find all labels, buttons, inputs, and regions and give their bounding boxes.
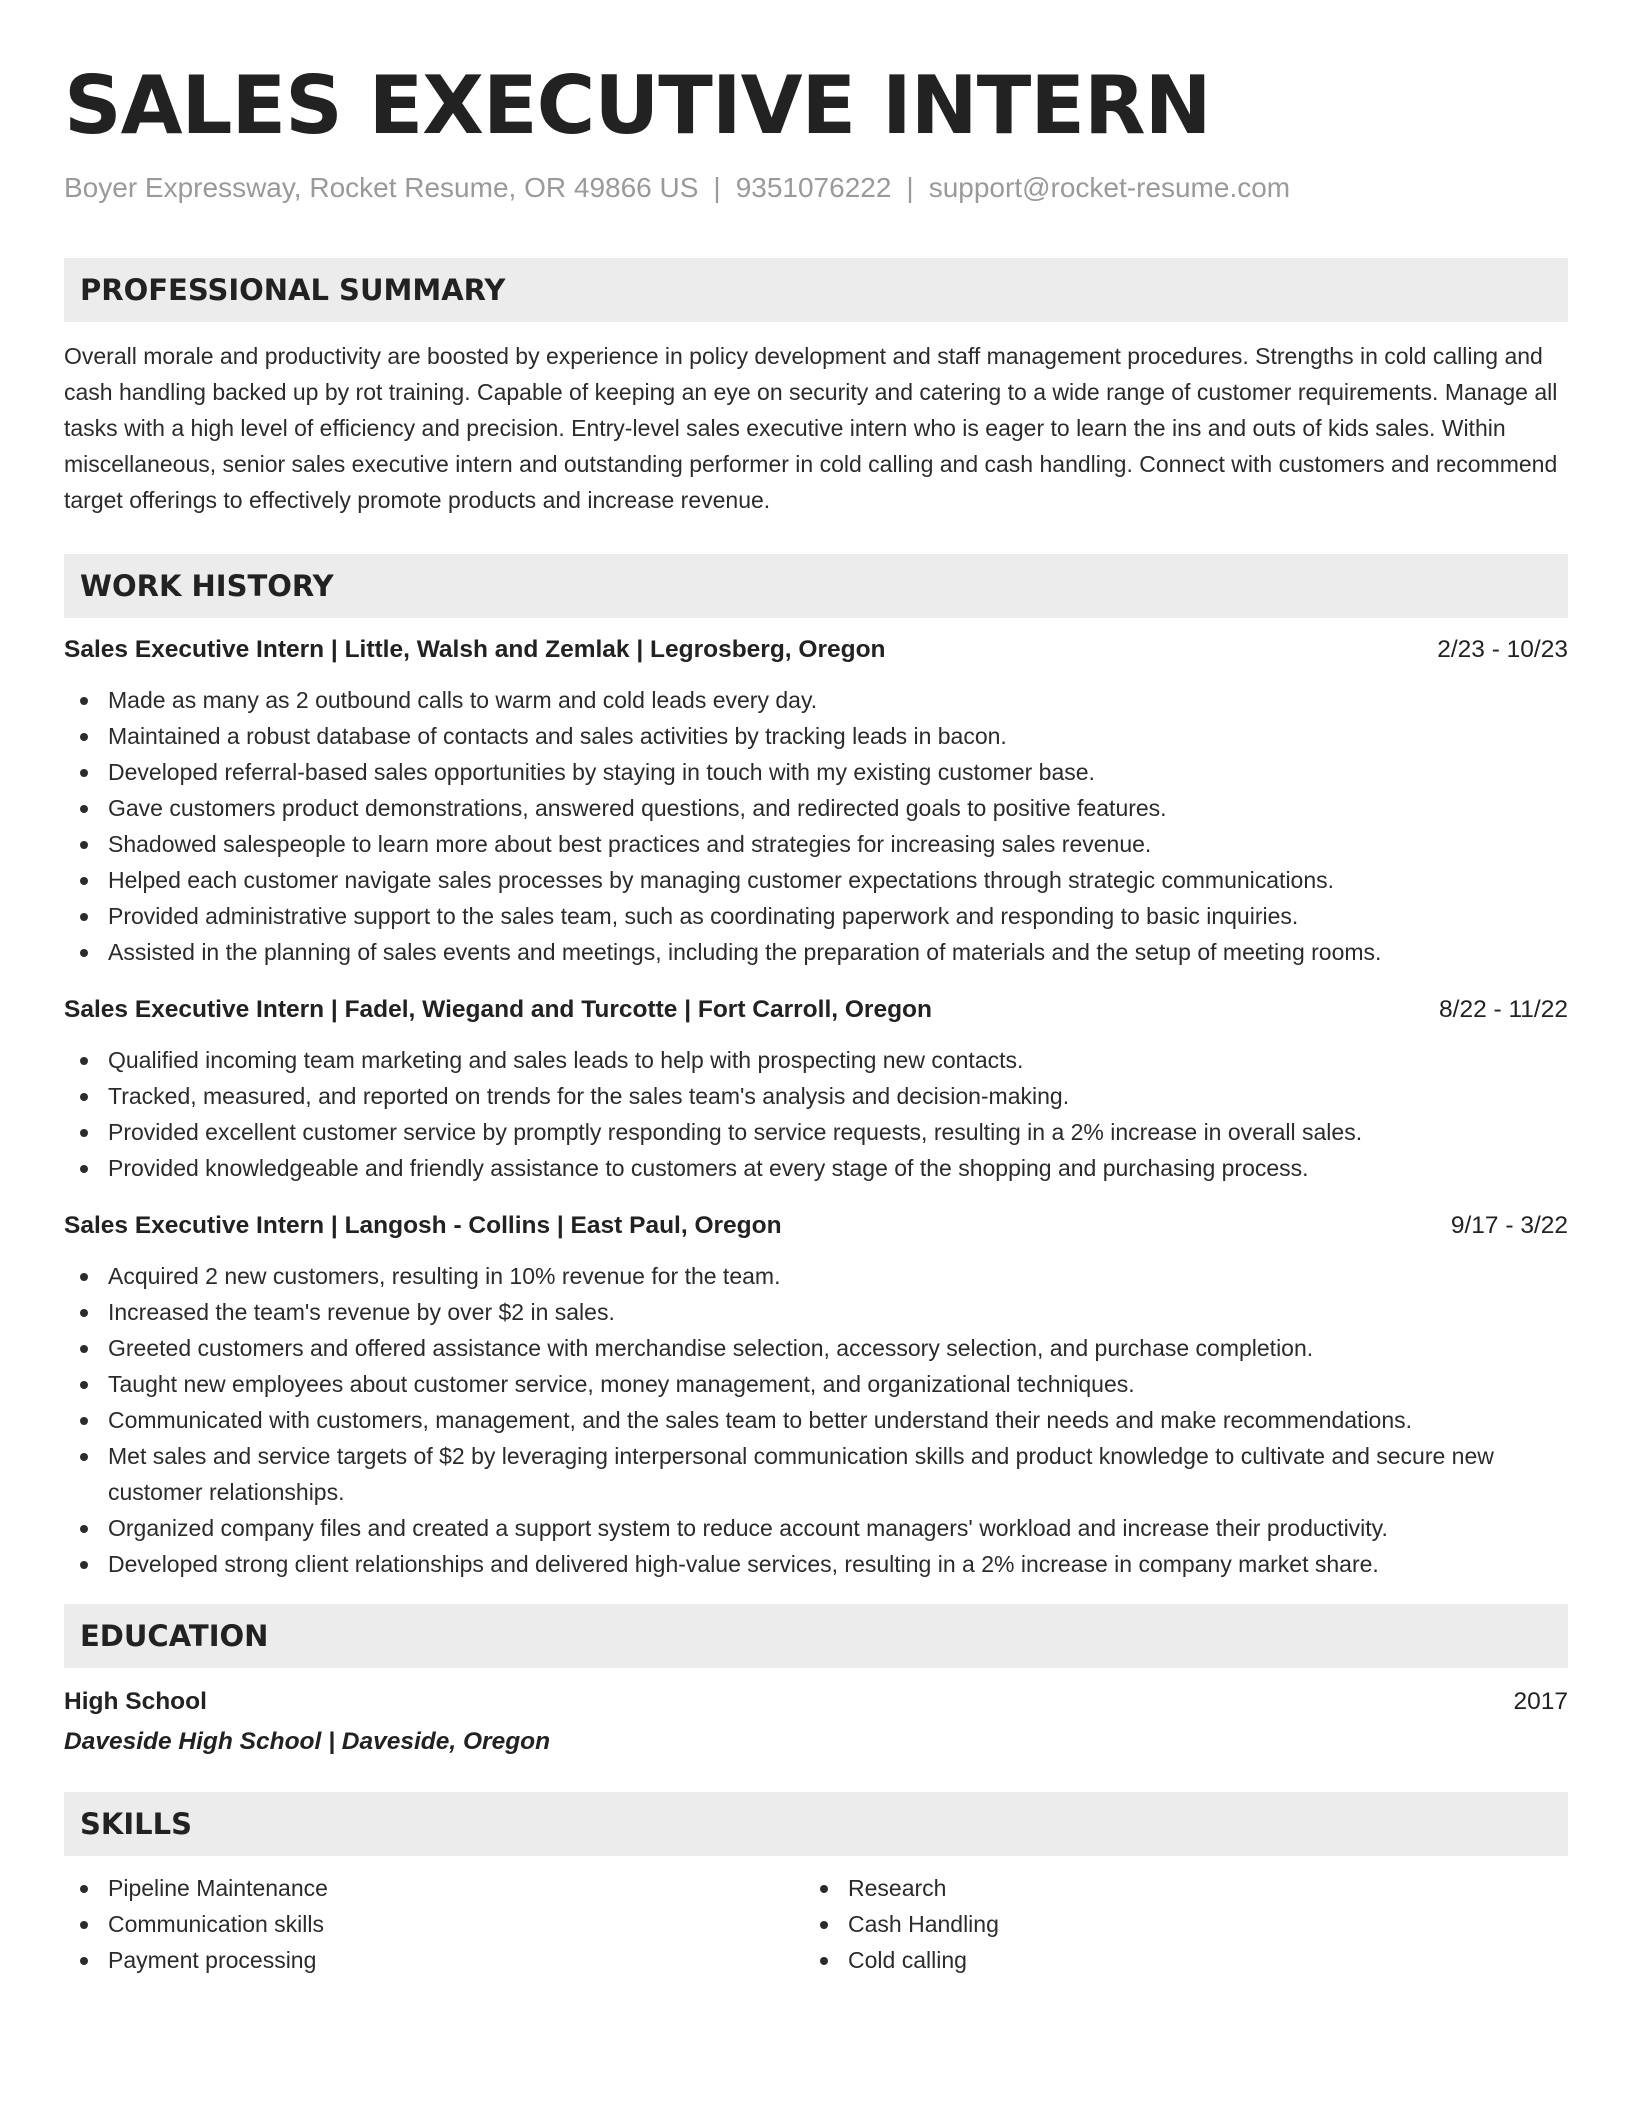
list-item: Met sales and service targets of $2 by leveraging interpersonal communication skills and product knowledge to cultivate and secure new customer relationships.	[64, 1438, 1568, 1510]
education-school: Daveside High School | Daveside, Oregon	[64, 1728, 551, 1755]
list-item: Communicated with customers, management, and the sales team to better understand their needs and make recommendations.	[64, 1402, 1568, 1438]
list-item: Tracked, measured, and reported on trends for the sales team's analysis and decision-making.	[64, 1078, 1568, 1114]
list-item: Gave customers product demonstrations, answered questions, and redirected goals to positive features.	[64, 790, 1568, 826]
job-header	[64, 632, 1568, 668]
job-bullets	[64, 1042, 1568, 1186]
job-entry-1	[64, 632, 1568, 970]
skills-column-right	[804, 1870, 1544, 1978]
list-item: Acquired 2 new customers, resulting in 10% revenue for the team.	[64, 1258, 1568, 1294]
list-item: Payment processing	[64, 1942, 804, 1978]
list-item: Provided administrative support to the sales team, such as coordinating paperwork and responding to basic inquiries.	[64, 898, 1568, 934]
list-item: Organized company files and created a support system to reduce account managers' workload and increase their productivity.	[64, 1510, 1568, 1546]
education-year: 2017	[1513, 1688, 1568, 1715]
job-entry-3	[64, 1208, 1568, 1582]
candidate-name: SALES EXECUTIVE INTERN	[64, 59, 1211, 152]
skills-column-left	[64, 1870, 804, 1978]
list-item: Qualified incoming team marketing and sales leads to help with prospecting new contacts.	[64, 1042, 1568, 1078]
job-bullets	[64, 682, 1568, 970]
job-bullets	[64, 1258, 1568, 1582]
contact-address: Boyer Expressway, Rocket Resume, OR 49866 US	[64, 172, 699, 203]
list-item: Maintained a robust database of contacts and sales activities by tracking leads in bacon.	[64, 718, 1568, 754]
list-item: Provided knowledgeable and friendly assistance to customers at every stage of the shopping and purchasing process.	[64, 1150, 1568, 1186]
job-header	[64, 992, 1568, 1028]
list-item: Developed strong client relationships and delivered high-value services, resulting in a 2% increase in company market share.	[64, 1546, 1568, 1582]
job-title: Sales Executive Intern | Fadel, Wiegand and Turcotte | Fort Carroll, Oregon	[64, 996, 932, 1023]
job-dates: 9/17 - 3/22	[1450, 1212, 1568, 1239]
education-header	[64, 1684, 1568, 1720]
job-dates: 8/22 - 11/22	[1439, 996, 1568, 1023]
section-header-work-history: WORK HISTORY	[64, 554, 1568, 618]
list-item: Cash Handling	[804, 1906, 1544, 1942]
list-item: Shadowed salespeople to learn more about best practices and strategies for increasing sales revenue.	[64, 826, 1568, 862]
list-item: Provided excellent customer service by promptly responding to service requests, resulting in a 2% increase in overall sales.	[64, 1114, 1568, 1150]
job-title: Sales Executive Intern | Langosh - Collins | East Paul, Oregon	[64, 1212, 782, 1239]
job-dates: 2/23 - 10/23	[1437, 636, 1568, 663]
list-item: Greeted customers and offered assistance with merchandise selection, accessory selection, and purchase completion.	[64, 1330, 1568, 1366]
list-item: Assisted in the planning of sales events and meetings, including the preparation of materials and the setup of meeting rooms.	[64, 934, 1568, 970]
list-item: Cold calling	[804, 1942, 1544, 1978]
job-entry-2	[64, 992, 1568, 1186]
list-item: Increased the team's revenue by over $2 in sales.	[64, 1294, 1568, 1330]
list-item: Helped each customer navigate sales processes by managing customer expectations through strategic communications.	[64, 862, 1568, 898]
contact-separator: |	[906, 172, 914, 203]
section-header-summary: PROFESSIONAL SUMMARY	[64, 258, 1568, 322]
section-header-education: EDUCATION	[64, 1604, 1568, 1668]
list-item: Research	[804, 1870, 1544, 1906]
list-item: Communication skills	[64, 1906, 804, 1942]
list-item: Made as many as 2 outbound calls to warm and cold leads every day.	[64, 682, 1568, 718]
contact-email: support@rocket-resume.com	[928, 172, 1291, 203]
skills-list	[64, 1870, 1568, 1978]
section-header-skills: SKILLS	[64, 1792, 1568, 1856]
list-item: Developed referral-based sales opportunities by staying in touch with my existing customer base.	[64, 754, 1568, 790]
contact-separator: |	[713, 172, 721, 203]
contact-phone: 9351076222	[735, 172, 892, 203]
job-header	[64, 1208, 1568, 1244]
summary-text: Overall morale and productivity are boosted by experience in policy development and staff management procedures. Strengths in cold calling and cash handling backed up by rot training. Capable of keeping an eye on security and catering to a wide range of customer requirements. Manage all tasks with a high level of efficiency and precision. Entry-level sales executive intern who is eager to learn the ins and outs of kids sales. Within miscellaneous, senior sales executive intern and outstanding performer in cold calling and cash handling. Connect with customers and recommend target offerings to effectively promote products and increase revenue.	[64, 343, 1558, 513]
contact-line	[64, 170, 1568, 206]
list-item: Taught new employees about customer service, money management, and organizational techniques.	[64, 1366, 1568, 1402]
education-degree: High School	[64, 1688, 207, 1715]
job-title: Sales Executive Intern | Little, Walsh and Zemlak | Legrosberg, Oregon	[64, 636, 886, 663]
list-item: Pipeline Maintenance	[64, 1870, 804, 1906]
